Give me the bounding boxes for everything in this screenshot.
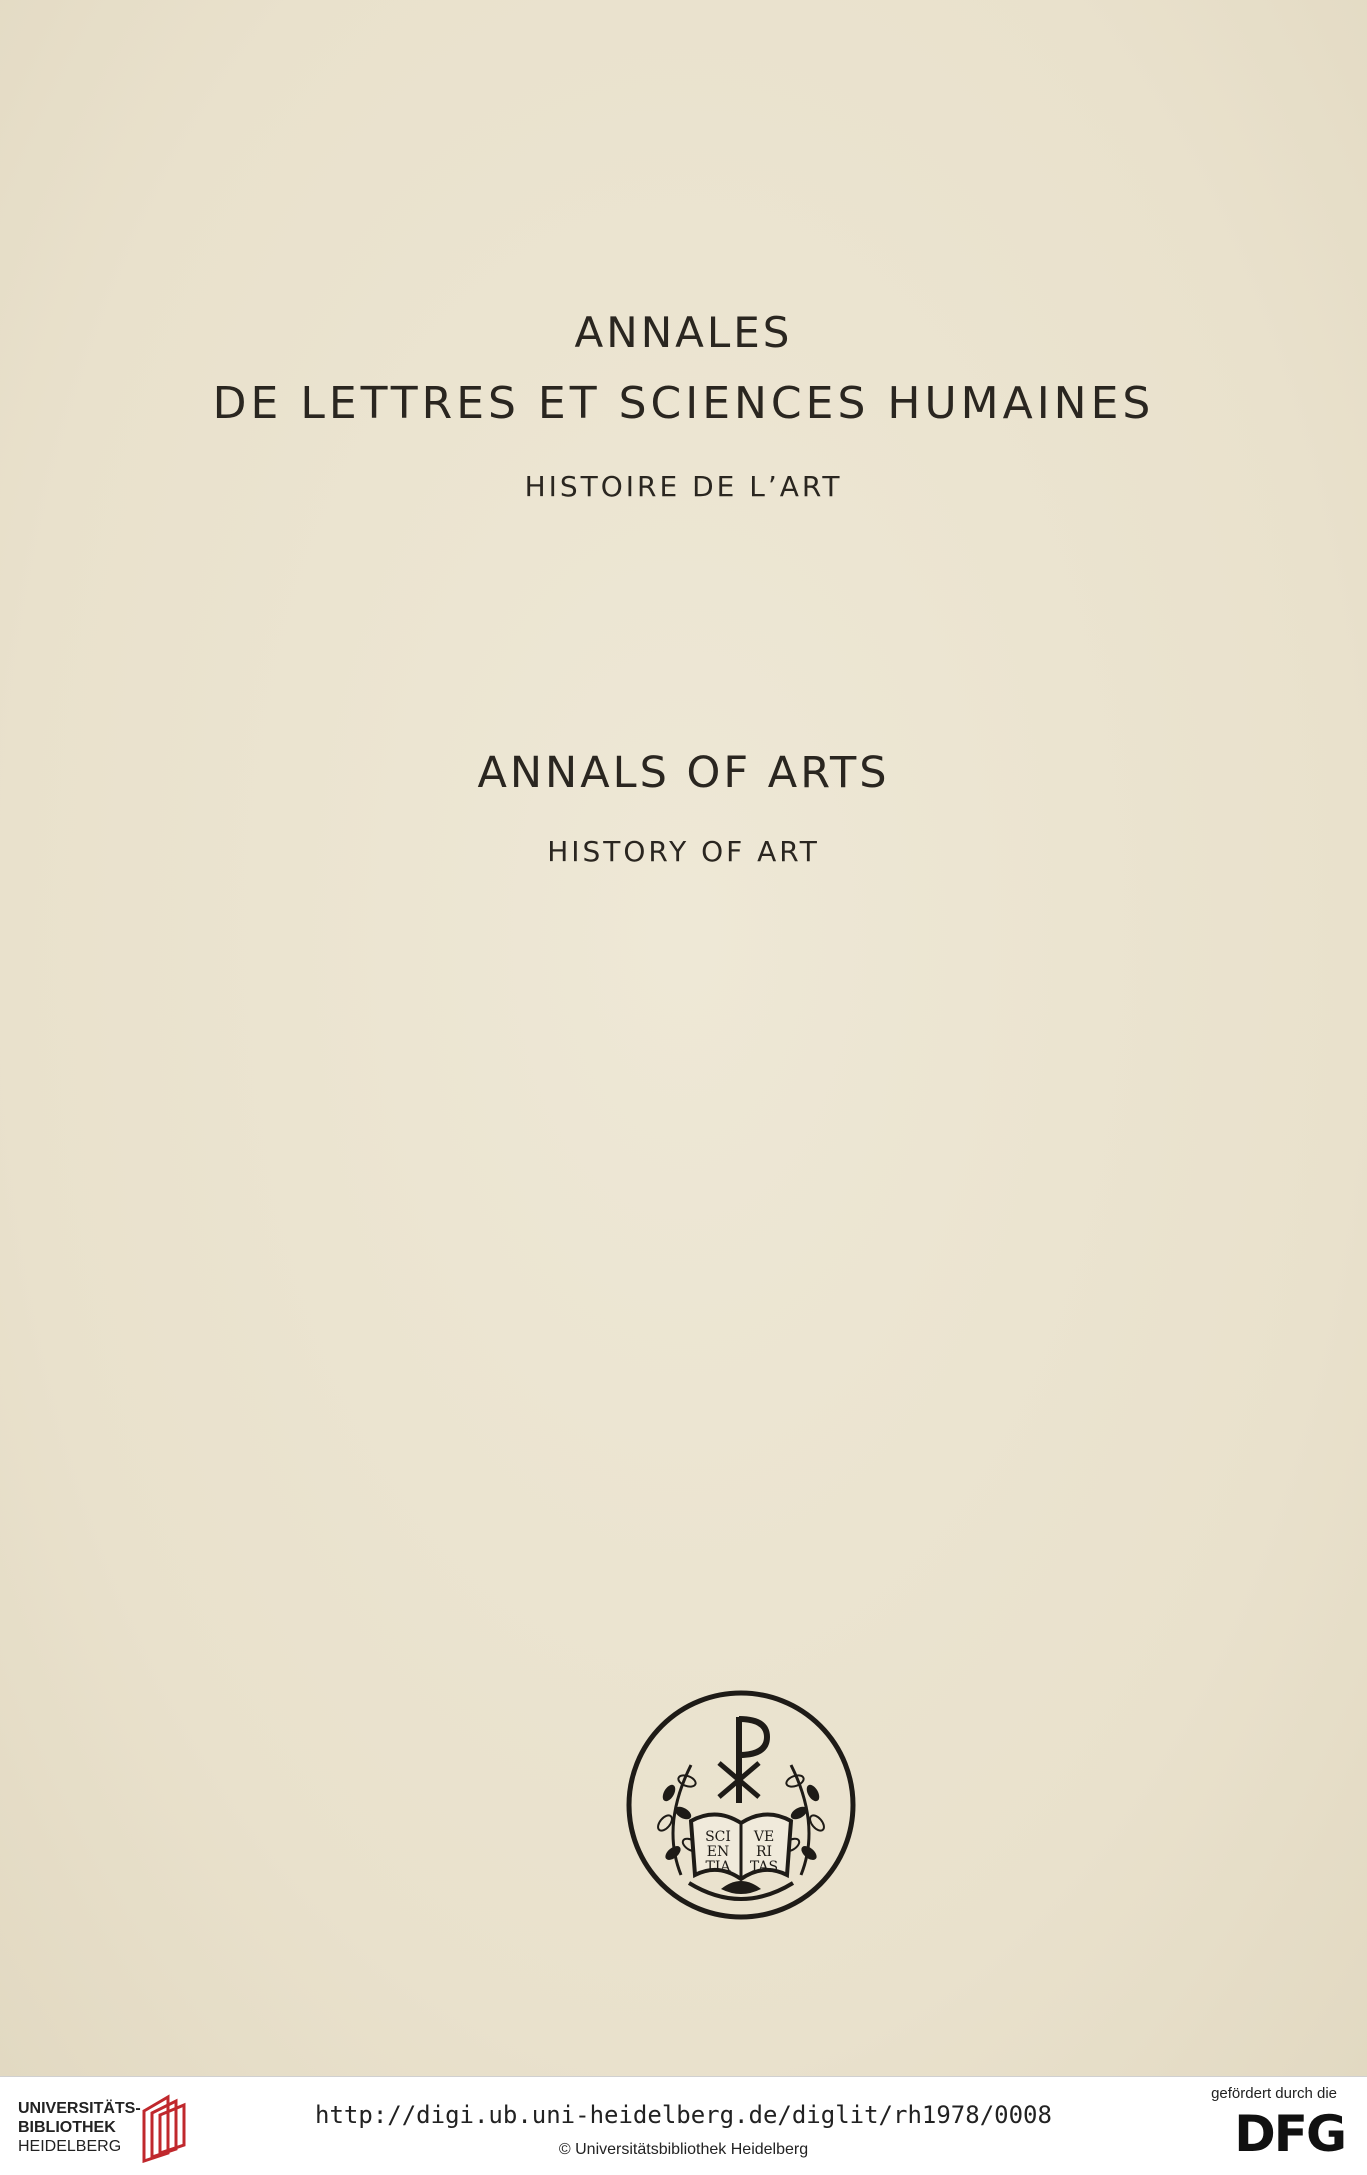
subtitle-french: DE LETTRES ET SCIENCES HUMAINES [212, 378, 1155, 429]
series-english: HISTORY OF ART [547, 835, 820, 868]
permalink-url[interactable]: http://digi.ub.uni-heidelberg.de/diglit/rh1978/0008 [315, 2101, 1052, 2129]
library-footer [0, 2076, 1367, 2175]
seal-text-tia: TIA [705, 1859, 731, 1875]
library-name-line3: HEIDELBERG [18, 2138, 122, 2155]
seal-text-ve: VE [753, 1829, 775, 1845]
title-english: ANNALS OF ARTS [477, 748, 890, 798]
copyright-notice: © Universitätsbibliothek Heidelberg [558, 2141, 809, 2158]
seal-text-ri: RI [755, 1844, 773, 1860]
library-name-line2: BIBLIOTHEK [18, 2119, 116, 2136]
seal-text-en: EN [706, 1844, 730, 1860]
dfg-logo[interactable]: DFG [1234, 2105, 1345, 2163]
seal-text-sci: SCI [705, 1829, 731, 1845]
series-french: HISTOIRE DE L’ART [524, 470, 843, 503]
library-name-line1: UNIVERSITÄTS- [18, 2100, 141, 2117]
title-french: ANNALES [574, 308, 793, 357]
funding-caption: gefördert durch die [1211, 2085, 1337, 2102]
seal-text-tas: TAS [749, 1859, 779, 1875]
publisher-seal-icon [621, 1685, 861, 1925]
